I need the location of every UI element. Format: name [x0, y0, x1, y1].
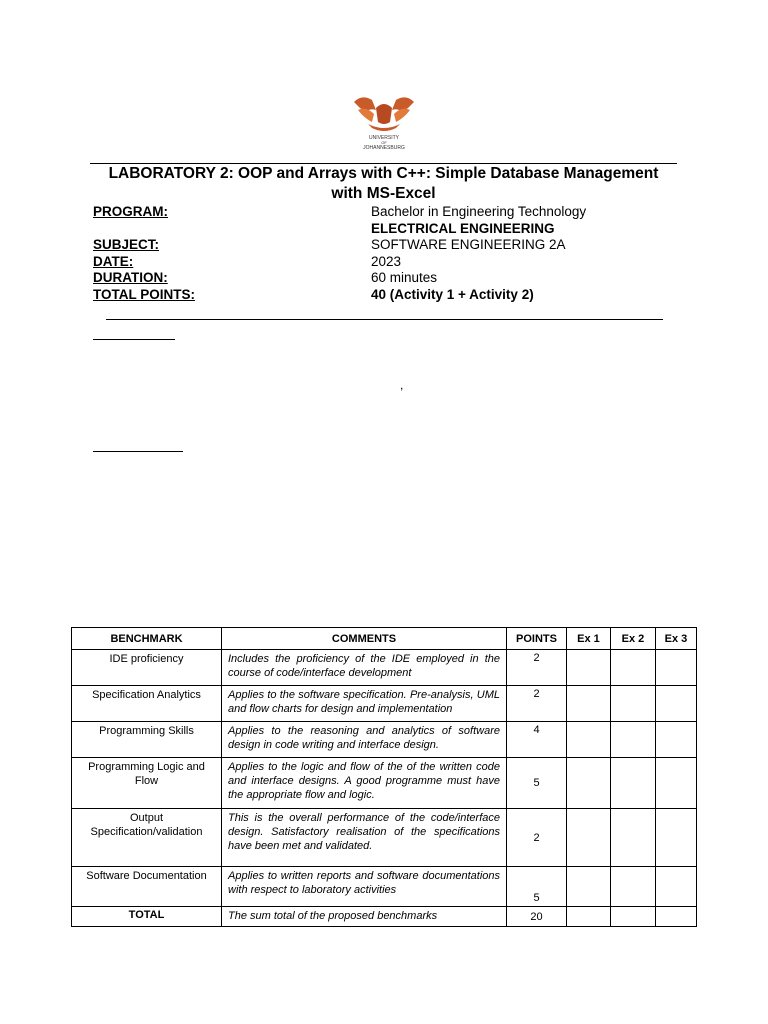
university-logo [346, 92, 422, 154]
table-row [72, 867, 697, 907]
logo-text-of: OF [381, 140, 387, 145]
row-benchmark: Programming Logic and Flow [72, 758, 222, 809]
ex2-score-cell[interactable] [611, 809, 656, 867]
ex2-total-cell[interactable] [611, 907, 656, 927]
row-comment: Applies to the reasoning and analytics of software design in code writing and interface design. [222, 722, 507, 758]
ex1-score-cell[interactable] [567, 758, 611, 809]
info-bottom-rule [106, 319, 663, 320]
logo-text-university: UNIVERSITY [368, 135, 400, 141]
ex1-score-cell[interactable] [567, 686, 611, 722]
row-comment: Applies to written reports and software documentations with respect to laboratory activities [222, 867, 507, 907]
header-comments: COMMENTS [222, 628, 507, 650]
table-row [72, 686, 697, 722]
blank-heading-line-1 [93, 339, 175, 340]
table-row [72, 722, 697, 758]
row-points: 2 [507, 650, 567, 686]
ex2-score-cell[interactable] [611, 686, 656, 722]
row-points: 2 [507, 686, 567, 722]
rubric-table [71, 627, 697, 927]
header-points: POINTS [507, 628, 567, 650]
ex1-score-cell[interactable] [567, 809, 611, 867]
info-value-subject: SOFTWARE ENGINEERING 2A [371, 237, 566, 252]
total-comment: The sum total of the proposed benchmarks [222, 907, 507, 927]
info-label-date: DATE: [93, 254, 134, 269]
document-title: LABORATORY 2: OOP and Arrays with C++: Simple Database Management with MS-Excel [108, 165, 659, 202]
ex3-score-cell[interactable] [656, 722, 697, 758]
stray-mark: , [400, 378, 404, 392]
info-value-program: Bachelor in Engineering Technology [371, 204, 587, 219]
info-label-duration: DURATION: [93, 270, 168, 285]
header-ex3: Ex 3 [656, 628, 697, 650]
total-points: 20 [507, 907, 567, 927]
row-benchmark: IDE proficiency [72, 650, 222, 686]
row-benchmark: Software Documentation [72, 867, 222, 907]
row-points: 2 [507, 809, 567, 867]
row-comment: This is the overall performance of the code/interface design. Satisfactory realisation of the specifications have been met and validated. [222, 809, 507, 867]
info-label-subject: SUBJECT: [93, 237, 160, 252]
rubric-header-row [72, 628, 697, 650]
ex1-total-cell[interactable] [567, 907, 611, 927]
row-points: 5 [507, 758, 567, 809]
table-row [72, 809, 697, 867]
header-ex2: Ex 2 [611, 628, 656, 650]
row-comment: Applies to the software specification. Pre-analysis, UML and flow charts for design and implementation [222, 686, 507, 722]
ex3-score-cell[interactable] [656, 809, 697, 867]
total-label: TOTAL [72, 907, 222, 927]
table-row [72, 758, 697, 809]
info-label-program: PROGRAM: [93, 204, 168, 219]
info-value-department: ELECTRICAL ENGINEERING [371, 221, 555, 236]
ex2-score-cell[interactable] [611, 722, 656, 758]
header-ex1: Ex 1 [567, 628, 611, 650]
info-value-duration: 60 minutes [371, 270, 438, 285]
row-benchmark: Output Specification/validation [72, 809, 222, 867]
row-points: 5 [507, 867, 567, 907]
ex3-total-cell[interactable] [656, 907, 697, 927]
row-points: 4 [507, 722, 567, 758]
row-benchmark: Programming Skills [72, 722, 222, 758]
ex1-score-cell[interactable] [567, 650, 611, 686]
table-row [72, 650, 697, 686]
ex2-score-cell[interactable] [611, 758, 656, 809]
info-value-total-points: 40 (Activity 1 + Activity 2) [371, 287, 534, 302]
ex2-score-cell[interactable] [611, 867, 656, 907]
row-comment: Applies to the logic and flow of the of the written code and interface designs. A good programme must have the appropriate flow and logic. [222, 758, 507, 809]
header-benchmark: BENCHMARK [72, 628, 222, 650]
ex3-score-cell[interactable] [656, 867, 697, 907]
logo-text-johannesburg: JOHANNESBURG [363, 145, 405, 151]
row-comment: Includes the proficiency of the IDE employed in the course of code/interface development [222, 650, 507, 686]
ex1-score-cell[interactable] [567, 722, 611, 758]
row-benchmark: Specification Analytics [72, 686, 222, 722]
info-value-date: 2023 [371, 254, 402, 269]
ex3-score-cell[interactable] [656, 650, 697, 686]
ex3-score-cell[interactable] [656, 758, 697, 809]
ex3-score-cell[interactable] [656, 686, 697, 722]
ex2-score-cell[interactable] [611, 650, 656, 686]
info-label-total-points: TOTAL POINTS: [93, 287, 196, 302]
ex1-score-cell[interactable] [567, 867, 611, 907]
blank-heading-line-2 [93, 451, 183, 452]
total-row [72, 907, 697, 927]
